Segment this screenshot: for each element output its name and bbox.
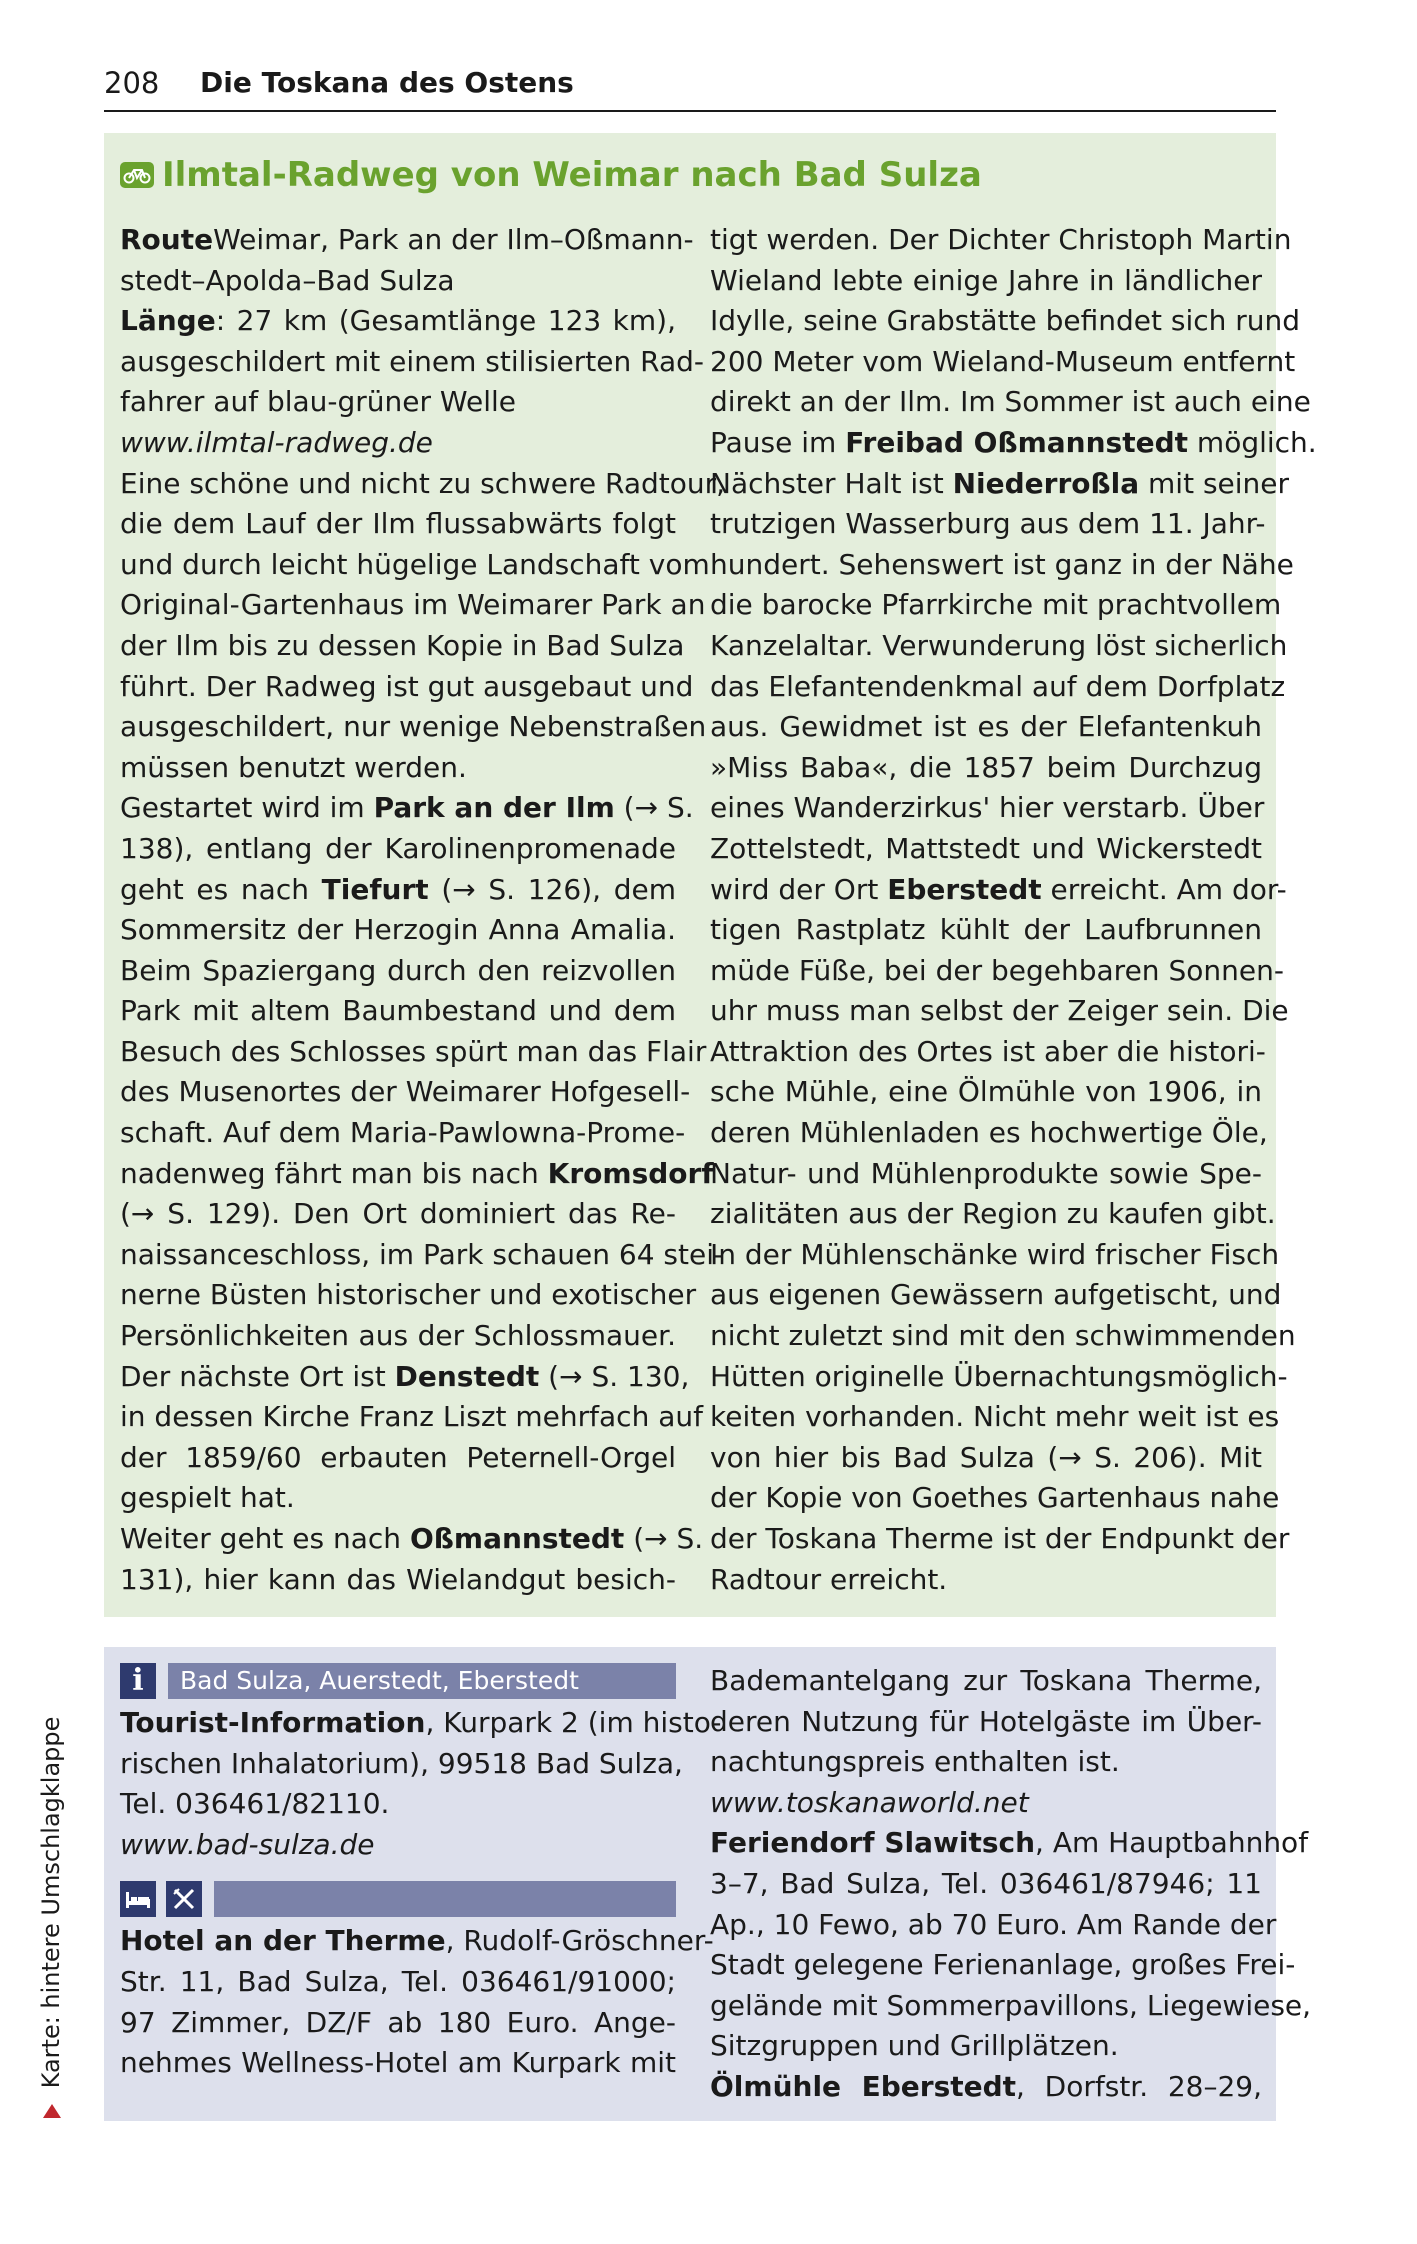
text-run: erreicht. Am dor-: [1041, 872, 1287, 906]
text-line: [710, 1235, 1280, 1276]
text-run: eines Wanderzirkus' hier verstarb. Über: [710, 791, 1265, 825]
bold-phrase: Niederroßla: [952, 466, 1140, 500]
text-run: nicht zuletzt sind mit den schwimmenden: [710, 1319, 1296, 1353]
info-header-bar: [120, 1661, 676, 1701]
text-run: (→ S.: [614, 791, 694, 825]
text-run: Bademantelgang zur Toskana Therme,: [710, 1664, 1262, 1697]
text-run: Original-Gartenhaus im Weimarer Park an: [120, 588, 706, 622]
text-line: [710, 1154, 1262, 1195]
text-line: [710, 1742, 1262, 1783]
bold-phrase: Park an der Ilm: [373, 791, 615, 825]
text-run: nadenweg fährt man bis nach: [120, 1156, 548, 1190]
text-run: und durch leicht hügelige Landschaft vom: [120, 547, 710, 581]
cutlery-icon: [166, 1881, 202, 1917]
web-link: www.toskanaworld.net: [710, 1785, 1029, 1819]
text-line: [710, 1560, 1262, 1601]
text-run: Attraktion des Ortes ist aber die histori-: [710, 1034, 1266, 1068]
text-run: ausgeschildert, nur wenige Nebenstraßen: [120, 710, 707, 744]
text-run: gespielt hat.: [120, 1481, 295, 1515]
text-line: [710, 1864, 1262, 1905]
text-run: , Kurpark 2 (im histo-: [425, 1706, 722, 1739]
route-text-left: [120, 220, 726, 1600]
text-run: geht es nach: [120, 872, 322, 906]
text-line: [710, 1783, 1262, 1824]
text-run: (→ S.: [624, 1522, 704, 1555]
text-line: [120, 464, 726, 505]
text-line: [120, 2003, 676, 2044]
text-run: (→ S. 126), dem: [428, 872, 677, 906]
text-line: [120, 991, 676, 1032]
map-reference-text: Karte: hintere Umschlagklappe: [37, 1716, 65, 2089]
text-run: In der Mühlenschänke wird frischer Fisch: [710, 1237, 1280, 1271]
text-line: [120, 1032, 707, 1073]
running-head: Die Toskana des Ostens: [200, 66, 574, 99]
text-run: Kanzelaltar. Verwunderung löst sicherlich: [710, 628, 1288, 662]
text-run: des Musenortes der Weimarer Hofgesell-: [120, 1075, 691, 1109]
text-line: [120, 1072, 691, 1113]
text-line: [120, 423, 676, 464]
text-run: Eine schöne und nicht zu schwere Radtour,: [120, 466, 726, 500]
text-run: Beim Spaziergang durch den reizvollen: [120, 953, 676, 987]
text-run: müde Füße, bei der begehbaren Sonnen-: [710, 953, 1284, 987]
page-number: 208: [104, 66, 160, 100]
text-line: [120, 748, 676, 789]
text-run: Zottelstedt, Mattstedt und Wickerstedt: [710, 831, 1262, 865]
text-run: (→ S. 129). Den Ort dominiert das Re-: [120, 1197, 676, 1231]
page-header: [104, 64, 1276, 112]
hotel-an-der-therme: [120, 1921, 714, 2083]
text-line: [710, 382, 1311, 423]
text-line: [120, 342, 704, 383]
text-run: schaft. Auf dem Maria-Pawlowna-Prome-: [120, 1116, 686, 1150]
text-line: [120, 1825, 676, 1866]
text-run: deren Nutzung für Hotelgäste im Über-: [710, 1704, 1262, 1738]
text-run: das Elefantendenkmal auf dem Dorfplatz: [710, 669, 1286, 703]
text-line: [710, 2026, 1262, 2067]
text-line: [710, 261, 1262, 302]
text-run: ausgeschildert mit einem stilisierten Rad-: [120, 344, 704, 378]
box-title-text: Ilmtal-Radweg von Weimar nach Bad Sulza: [162, 155, 982, 195]
bold-phrase: Länge: [120, 304, 216, 338]
text-line: [120, 585, 706, 626]
lodging-header-bar: [120, 1879, 676, 1919]
text-line: [710, 464, 1290, 505]
text-line: [710, 1823, 1309, 1864]
text-line: [120, 1478, 676, 1519]
text-line: [710, 2067, 1262, 2108]
bicycle-icon: [120, 162, 154, 188]
text-line: [120, 1519, 704, 1560]
text-line: [120, 1357, 690, 1398]
text-line: [710, 1986, 1312, 2027]
text-line: [710, 667, 1286, 708]
text-run: sche Mühle, eine Ölmühle von 1906, in: [710, 1075, 1262, 1109]
text-line: [710, 951, 1284, 992]
text-line: [710, 1275, 1282, 1316]
text-line: [710, 626, 1288, 667]
text-line: [710, 585, 1282, 626]
text-line: [710, 910, 1262, 951]
text-line: [120, 261, 676, 302]
text-line: [120, 1275, 697, 1316]
text-line: [120, 1397, 703, 1438]
text-run: Der nächste Ort ist: [120, 1359, 395, 1393]
text-line: [710, 829, 1262, 870]
map-reference-label: [37, 1717, 65, 2118]
text-run: Nächster Halt ist: [710, 466, 953, 500]
text-line: [710, 301, 1301, 342]
text-line: [120, 870, 676, 911]
text-line: [120, 382, 676, 423]
text-run: der Kopie von Goethes Gartenhaus nahe: [710, 1481, 1280, 1515]
text-run: Park mit altem Baumbestand und dem: [120, 994, 676, 1028]
text-line: [710, 1519, 1290, 1560]
text-line: [120, 545, 710, 586]
text-line: [710, 788, 1265, 829]
text-line: [120, 829, 676, 870]
text-line: [710, 748, 1262, 789]
red-triangle-icon: [43, 2104, 61, 2118]
info-column-left: [120, 1661, 722, 2084]
text-run: : 27 km (Gesamtlänge 123 km),: [215, 304, 676, 338]
text-line: [710, 1438, 1262, 1479]
ilmtal-radweg-box: [104, 133, 1317, 1617]
text-line: [710, 1316, 1296, 1357]
text-run: müssen benutzt werden.: [120, 750, 467, 784]
text-run: aus eigenen Gewässern aufgetischt, und: [710, 1278, 1282, 1312]
text-line: [120, 1438, 676, 1479]
text-run: hundert. Sehenswert ist ganz in der Nähe: [710, 547, 1294, 581]
text-line: [120, 1194, 676, 1235]
text-line: [710, 504, 1266, 545]
text-line: [120, 707, 707, 748]
text-line: [120, 504, 676, 545]
text-run: 200 Meter vom Wieland-Museum entfernt: [710, 344, 1296, 378]
text-run: Gestartet wird im: [120, 791, 374, 825]
text-run: der Ilm bis zu dessen Kopie in Bad Sulza: [120, 628, 685, 662]
text-run: in dessen Kirche Franz Liszt mehrfach auf: [120, 1400, 703, 1434]
text-line: [120, 1560, 676, 1601]
lodging-header-fill: [214, 1881, 676, 1917]
text-run: 138), entlang der Karolinenpromenade: [120, 831, 676, 865]
text-run: Sommersitz der Herzogin Anna Amalia.: [120, 913, 676, 947]
text-run: naissanceschloss, im Park schauen 64 stei-: [120, 1237, 725, 1271]
info-icon: i: [120, 1663, 156, 1699]
text-run: nachtungspreis enthalten ist.: [710, 1745, 1120, 1779]
bold-phrase: Eberstedt: [887, 872, 1042, 906]
text-run: Sitzgruppen und Grillplätzen.: [710, 2029, 1119, 2063]
text-run: fahrer auf blau-grüner Welle: [120, 385, 516, 419]
text-run: der 1859/60 erbauten Peternell-Orgel: [120, 1440, 676, 1474]
text-line: [710, 991, 1289, 1032]
text-line: [120, 2043, 676, 2084]
bold-phrase: Tiefurt: [321, 872, 429, 906]
info-column-right: [710, 1661, 1312, 2108]
text-line: [710, 1945, 1296, 1986]
text-run: zialitäten aus der Region zu kaufen gibt.: [710, 1197, 1276, 1231]
text-run: von hier bis Bad Sulza (→ S. 206). Mit: [710, 1440, 1262, 1474]
text-line: [710, 1905, 1277, 1946]
text-run: Stadt gelegene Ferienanlage, großes Frei-: [710, 1948, 1296, 1982]
text-line: [120, 1744, 683, 1785]
text-run: gelände mit Sommerpavillons, Liegewiese,: [710, 1988, 1312, 2022]
text-run: rischen Inhalatorium), 99518 Bad Sulza,: [120, 1746, 683, 1780]
text-line: [710, 870, 1287, 911]
text-line: [710, 545, 1294, 586]
text-line: [120, 788, 694, 829]
bed-icon: [120, 1881, 156, 1917]
text-line: [710, 220, 1292, 261]
text-run: wird der Ort: [710, 872, 888, 906]
info-header-label: Bad Sulza, Auerstedt, Eberstedt: [168, 1663, 676, 1699]
text-line: [120, 301, 676, 342]
text-run: Wieland lebte einige Jahre in ländlicher: [710, 263, 1262, 297]
text-line: [120, 1316, 676, 1357]
text-run: Pause im: [710, 425, 846, 459]
text-run: keiten vorhanden. Nicht mehr weit ist es: [710, 1400, 1280, 1434]
text-run: Radtour erreicht.: [710, 1562, 948, 1596]
text-line: [120, 1113, 686, 1154]
text-line: [120, 1921, 714, 1962]
bold-phrase: Denstedt: [394, 1359, 540, 1393]
text-line: [120, 1784, 676, 1825]
text-line: [120, 1154, 714, 1195]
bold-phrase: Tourist-Information: [120, 1706, 426, 1739]
text-run: tigen Rastplatz kühlt der Laufbrunnen: [710, 913, 1262, 947]
text-run: 3–7, Bad Sulza, Tel. 036461/87946; 11: [710, 1866, 1262, 1900]
bold-phrase: Feriendorf Slawitsch: [710, 1826, 1036, 1860]
text-line: [120, 951, 676, 992]
text-line: [710, 423, 1317, 464]
text-run: nehmes Wellness-Hotel am Kurpark mit: [120, 2046, 676, 2080]
tourist-information: [120, 1703, 722, 1865]
text-run: Natur- und Mühlenprodukte sowie Spe-: [710, 1156, 1262, 1190]
bold-phrase: Hotel an der Therme: [120, 1924, 446, 1958]
text-run: 131), hier kann das Wielandgut besich-: [120, 1562, 676, 1596]
text-line: [120, 220, 694, 261]
text-run: , Dorfstr. 28–29,: [1016, 2069, 1263, 2103]
bold-phrase: Freibad Oßmannstedt: [845, 425, 1189, 459]
text-line: [710, 1072, 1262, 1113]
text-run: aus. Gewidmet ist es der Elefantenkuh: [710, 710, 1262, 744]
text-run: direkt an der Ilm. Im Sommer ist auch eine: [710, 385, 1311, 419]
text-run: tigt werden. Der Dichter Christoph Martin: [710, 223, 1292, 256]
text-run: , Rudolf-Gröschner-: [445, 1924, 714, 1958]
text-run: der Toskana Therme ist der Endpunkt der: [710, 1522, 1290, 1555]
practical-info-box: [104, 1647, 1312, 2121]
bold-phrase: Oßmannstedt: [409, 1522, 625, 1555]
text-line: [120, 626, 685, 667]
text-run: »Miss Baba«, die 1857 beim Durchzug: [710, 750, 1262, 784]
text-line: [120, 1962, 676, 2003]
text-line: [710, 707, 1262, 748]
text-run: mit seiner: [1139, 466, 1290, 500]
text-line: [710, 1702, 1262, 1743]
text-run: führt. Der Radweg ist gut ausgebaut und: [120, 669, 694, 703]
text-run: nerne Büsten historischer und exotischer: [120, 1278, 697, 1312]
text-line: [710, 1194, 1276, 1235]
text-line: [710, 1032, 1266, 1073]
text-run: trutzigen Wasserburg aus dem 11. Jahr-: [710, 507, 1266, 541]
text-line: [120, 1235, 725, 1276]
text-run: die barocke Pfarrkirche mit prachtvollem: [710, 588, 1282, 622]
text-run: Idylle, seine Grabstätte befindet sich rund: [710, 304, 1301, 338]
text-run: die dem Lauf der Ilm flussabwärts folgt: [120, 507, 676, 541]
text-line: [120, 1703, 722, 1744]
text-line: [120, 910, 676, 951]
text-line: [710, 1661, 1262, 1702]
text-run: Hütten originelle Übernachtungsmöglich-: [710, 1359, 1288, 1393]
text-run: Str. 11, Bad Sulza, Tel. 036461/91000;: [120, 1964, 676, 1998]
web-link: www.ilmtal-radweg.de: [120, 425, 433, 459]
text-line: [710, 1113, 1268, 1154]
text-run: stedt–Apolda–Bad Sulza: [120, 263, 455, 297]
web-link: www.bad-sulza.de: [120, 1827, 375, 1861]
text-run: möglich.: [1188, 425, 1317, 459]
text-run: Weiter geht es nach: [120, 1522, 410, 1555]
text-run: Ap., 10 Fewo, ab 70 Euro. Am Rande der: [710, 1907, 1277, 1941]
text-line: [120, 667, 694, 708]
route-text-right: [710, 220, 1317, 1600]
text-line: [710, 1357, 1288, 1398]
text-run: Weimar, Park an der Ilm–Oßmann-: [213, 223, 694, 256]
text-run: deren Mühlenladen es hochwertige Öle,: [710, 1116, 1268, 1150]
bold-phrase: Kromsdorf: [547, 1156, 714, 1190]
text-run: , Am Hauptbahnhof: [1035, 1826, 1309, 1860]
text-run: 97 Zimmer, DZ/F ab 180 Euro. Ange-: [120, 2005, 676, 2039]
box-title: [120, 155, 982, 195]
text-line: [710, 1397, 1280, 1438]
text-run: Persönlichkeiten aus der Schlossmauer.: [120, 1319, 676, 1353]
bold-phrase: Route: [120, 223, 214, 256]
text-run: uhr muss man selbst der Zeiger sein. Die: [710, 994, 1289, 1028]
text-run: Tel. 036461/82110.: [120, 1787, 390, 1821]
text-run: Besuch des Schlosses spürt man das Flair: [120, 1034, 707, 1068]
text-line: [710, 342, 1296, 383]
bold-phrase: Ölmühle Eberstedt: [710, 2069, 1017, 2103]
text-line: [710, 1478, 1280, 1519]
text-run: (→ S. 130,: [539, 1359, 690, 1393]
